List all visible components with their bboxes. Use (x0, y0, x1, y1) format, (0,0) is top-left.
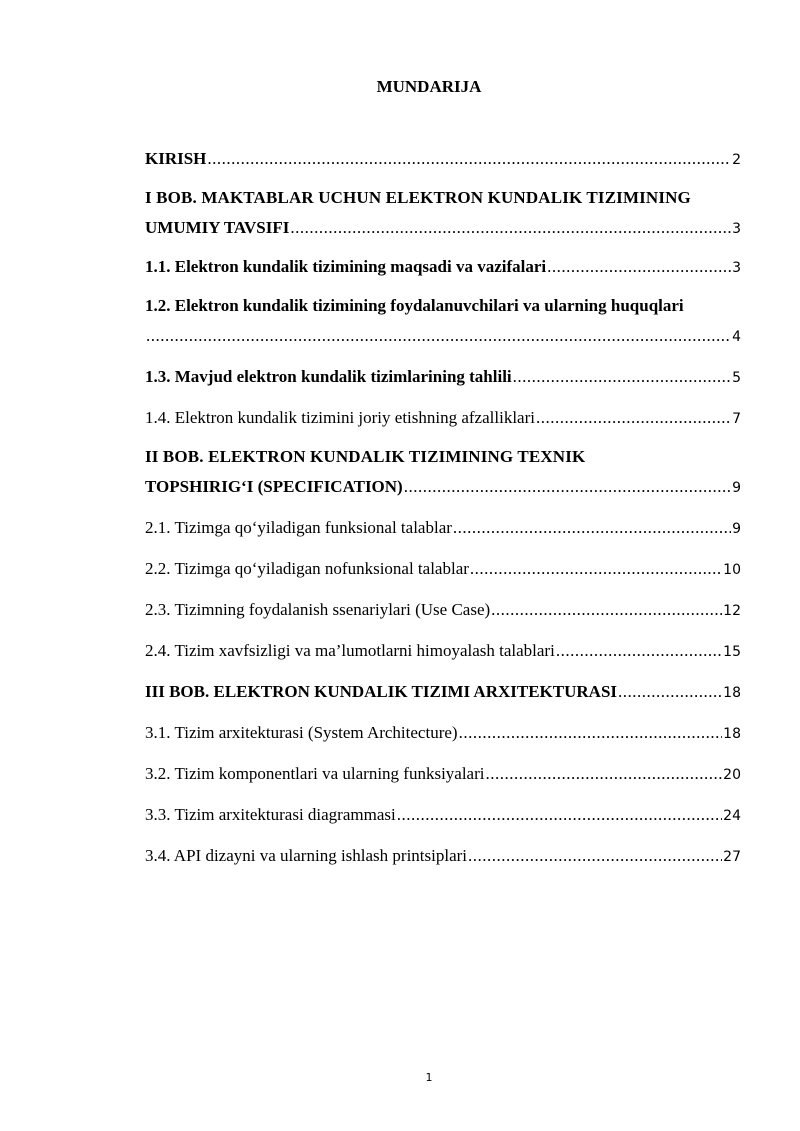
toc-entry-title: 2.1. Tizimga qo‘yiladigan funksional talablar (145, 518, 452, 537)
toc-entry-title: 3.3. Tizim arxitekturasi diagrammasi (145, 805, 396, 824)
toc-entry-page: 9 (732, 480, 741, 496)
dot-leader (289, 216, 731, 240)
dot-leader (206, 147, 731, 171)
toc-entry-1-1[interactable] (145, 255, 741, 279)
toc-entry-page: 24 (723, 808, 741, 824)
dot-leader (546, 255, 731, 279)
toc-entry-1-2[interactable] (145, 294, 741, 348)
toc-entry-2-4[interactable] (145, 639, 741, 663)
toc-entry-1-3[interactable] (145, 365, 741, 389)
toc-entry-page: 18 (723, 726, 741, 742)
toc-entry-chapter-2[interactable] (145, 445, 741, 499)
toc-entry-2-1[interactable] (145, 516, 741, 540)
toc-entry-2-3[interactable] (145, 598, 741, 622)
toc-entry-page: 15 (723, 644, 741, 660)
dot-leader (490, 598, 722, 622)
dot-leader (403, 475, 731, 499)
toc-entry-3-3[interactable] (145, 803, 741, 827)
toc-entry-title: 2.3. Tizimning foydalanish ssenariylari (Use Case) (145, 600, 491, 619)
dot-leader (555, 639, 722, 663)
toc-entry-page: 18 (723, 685, 741, 701)
table-of-contents (145, 147, 741, 868)
toc-entry-kirish[interactable] (145, 147, 741, 171)
toc-entry-title: 3.4. API dizayni va ularning ishlash printsiplari (145, 846, 468, 865)
dot-leader (617, 680, 722, 704)
dot-leader (145, 324, 731, 348)
dot-leader (535, 406, 731, 430)
toc-entry-title: UMUMIY TAVSIFI (145, 218, 290, 237)
toc-entry-page: 12 (723, 603, 741, 619)
toc-entry-page: 7 (732, 411, 741, 427)
toc-entry-title: 3.1. Tizim arxitekturasi (System Architecture) (145, 723, 458, 742)
toc-entry-chapter-3[interactable] (145, 680, 741, 704)
toc-entry-2-2[interactable] (145, 557, 741, 581)
toc-entry-title-line1: 1.2. Elektron kundalik tizimining foydalanuvchilari va ularning huquqlari (145, 296, 684, 315)
toc-entry-page: 3 (732, 260, 741, 276)
toc-entry-page: 10 (723, 562, 741, 578)
toc-entry-title: 1.3. Mavjud elektron kundalik tizimlarining tahlili (145, 367, 512, 386)
toc-entry-3-2[interactable] (145, 762, 741, 786)
toc-entry-title-line1: I BOB. MAKTABLAR UCHUN ELEKTRON KUNDALIK TIZIMINING (145, 188, 691, 207)
toc-entry-title: TOPSHIRIG‘I (SPECIFICATION) (145, 477, 403, 496)
toc-entry-page: 4 (732, 329, 741, 345)
toc-entry-title-line1: II BOB. ELEKTRON KUNDALIK TIZIMINING TEXNIK (145, 447, 586, 466)
dot-leader (469, 557, 722, 581)
dot-leader (485, 762, 723, 786)
toc-entry-chapter-1[interactable] (145, 186, 741, 240)
toc-entry-title: 1.4. Elektron kundalik tizimini joriy etishning afzalliklari (145, 408, 535, 427)
toc-entry-page: 9 (732, 521, 741, 537)
toc-entry-title: 2.2. Tizimga qo‘yiladigan nofunksional talablar (145, 559, 469, 578)
toc-entry-3-4[interactable] (145, 844, 741, 868)
toc-entry-page: 2 (732, 152, 741, 168)
dot-leader (512, 365, 731, 389)
toc-entry-title: 2.4. Tizim xavfsizligi va ma’lumotlarni himoyalash talablari (145, 641, 555, 660)
toc-entry-page: 27 (723, 849, 741, 865)
page-number: 1 (425, 1071, 433, 1084)
toc-entry-page: 3 (732, 221, 741, 237)
toc-entry-page: 20 (723, 767, 741, 783)
toc-heading: MUNDARIJA (376, 77, 482, 96)
toc-entry-3-1[interactable] (145, 721, 741, 745)
toc-entry-page: 5 (732, 370, 741, 386)
dot-leader (458, 721, 723, 745)
toc-entry-1-4[interactable] (145, 406, 741, 430)
toc-entry-title: III BOB. ELEKTRON KUNDALIK TIZIMI ARXITEKTURASI (145, 682, 618, 701)
toc-entry-title: 1.1. Elektron kundalik tizimining maqsadi va vazifalari (145, 257, 547, 276)
dot-leader (452, 516, 731, 540)
dot-leader (467, 844, 722, 868)
dot-leader (396, 803, 722, 827)
toc-entry-title: KIRISH (145, 149, 207, 168)
toc-entry-title: 3.2. Tizim komponentlari va ularning funksiyalari (145, 764, 485, 783)
